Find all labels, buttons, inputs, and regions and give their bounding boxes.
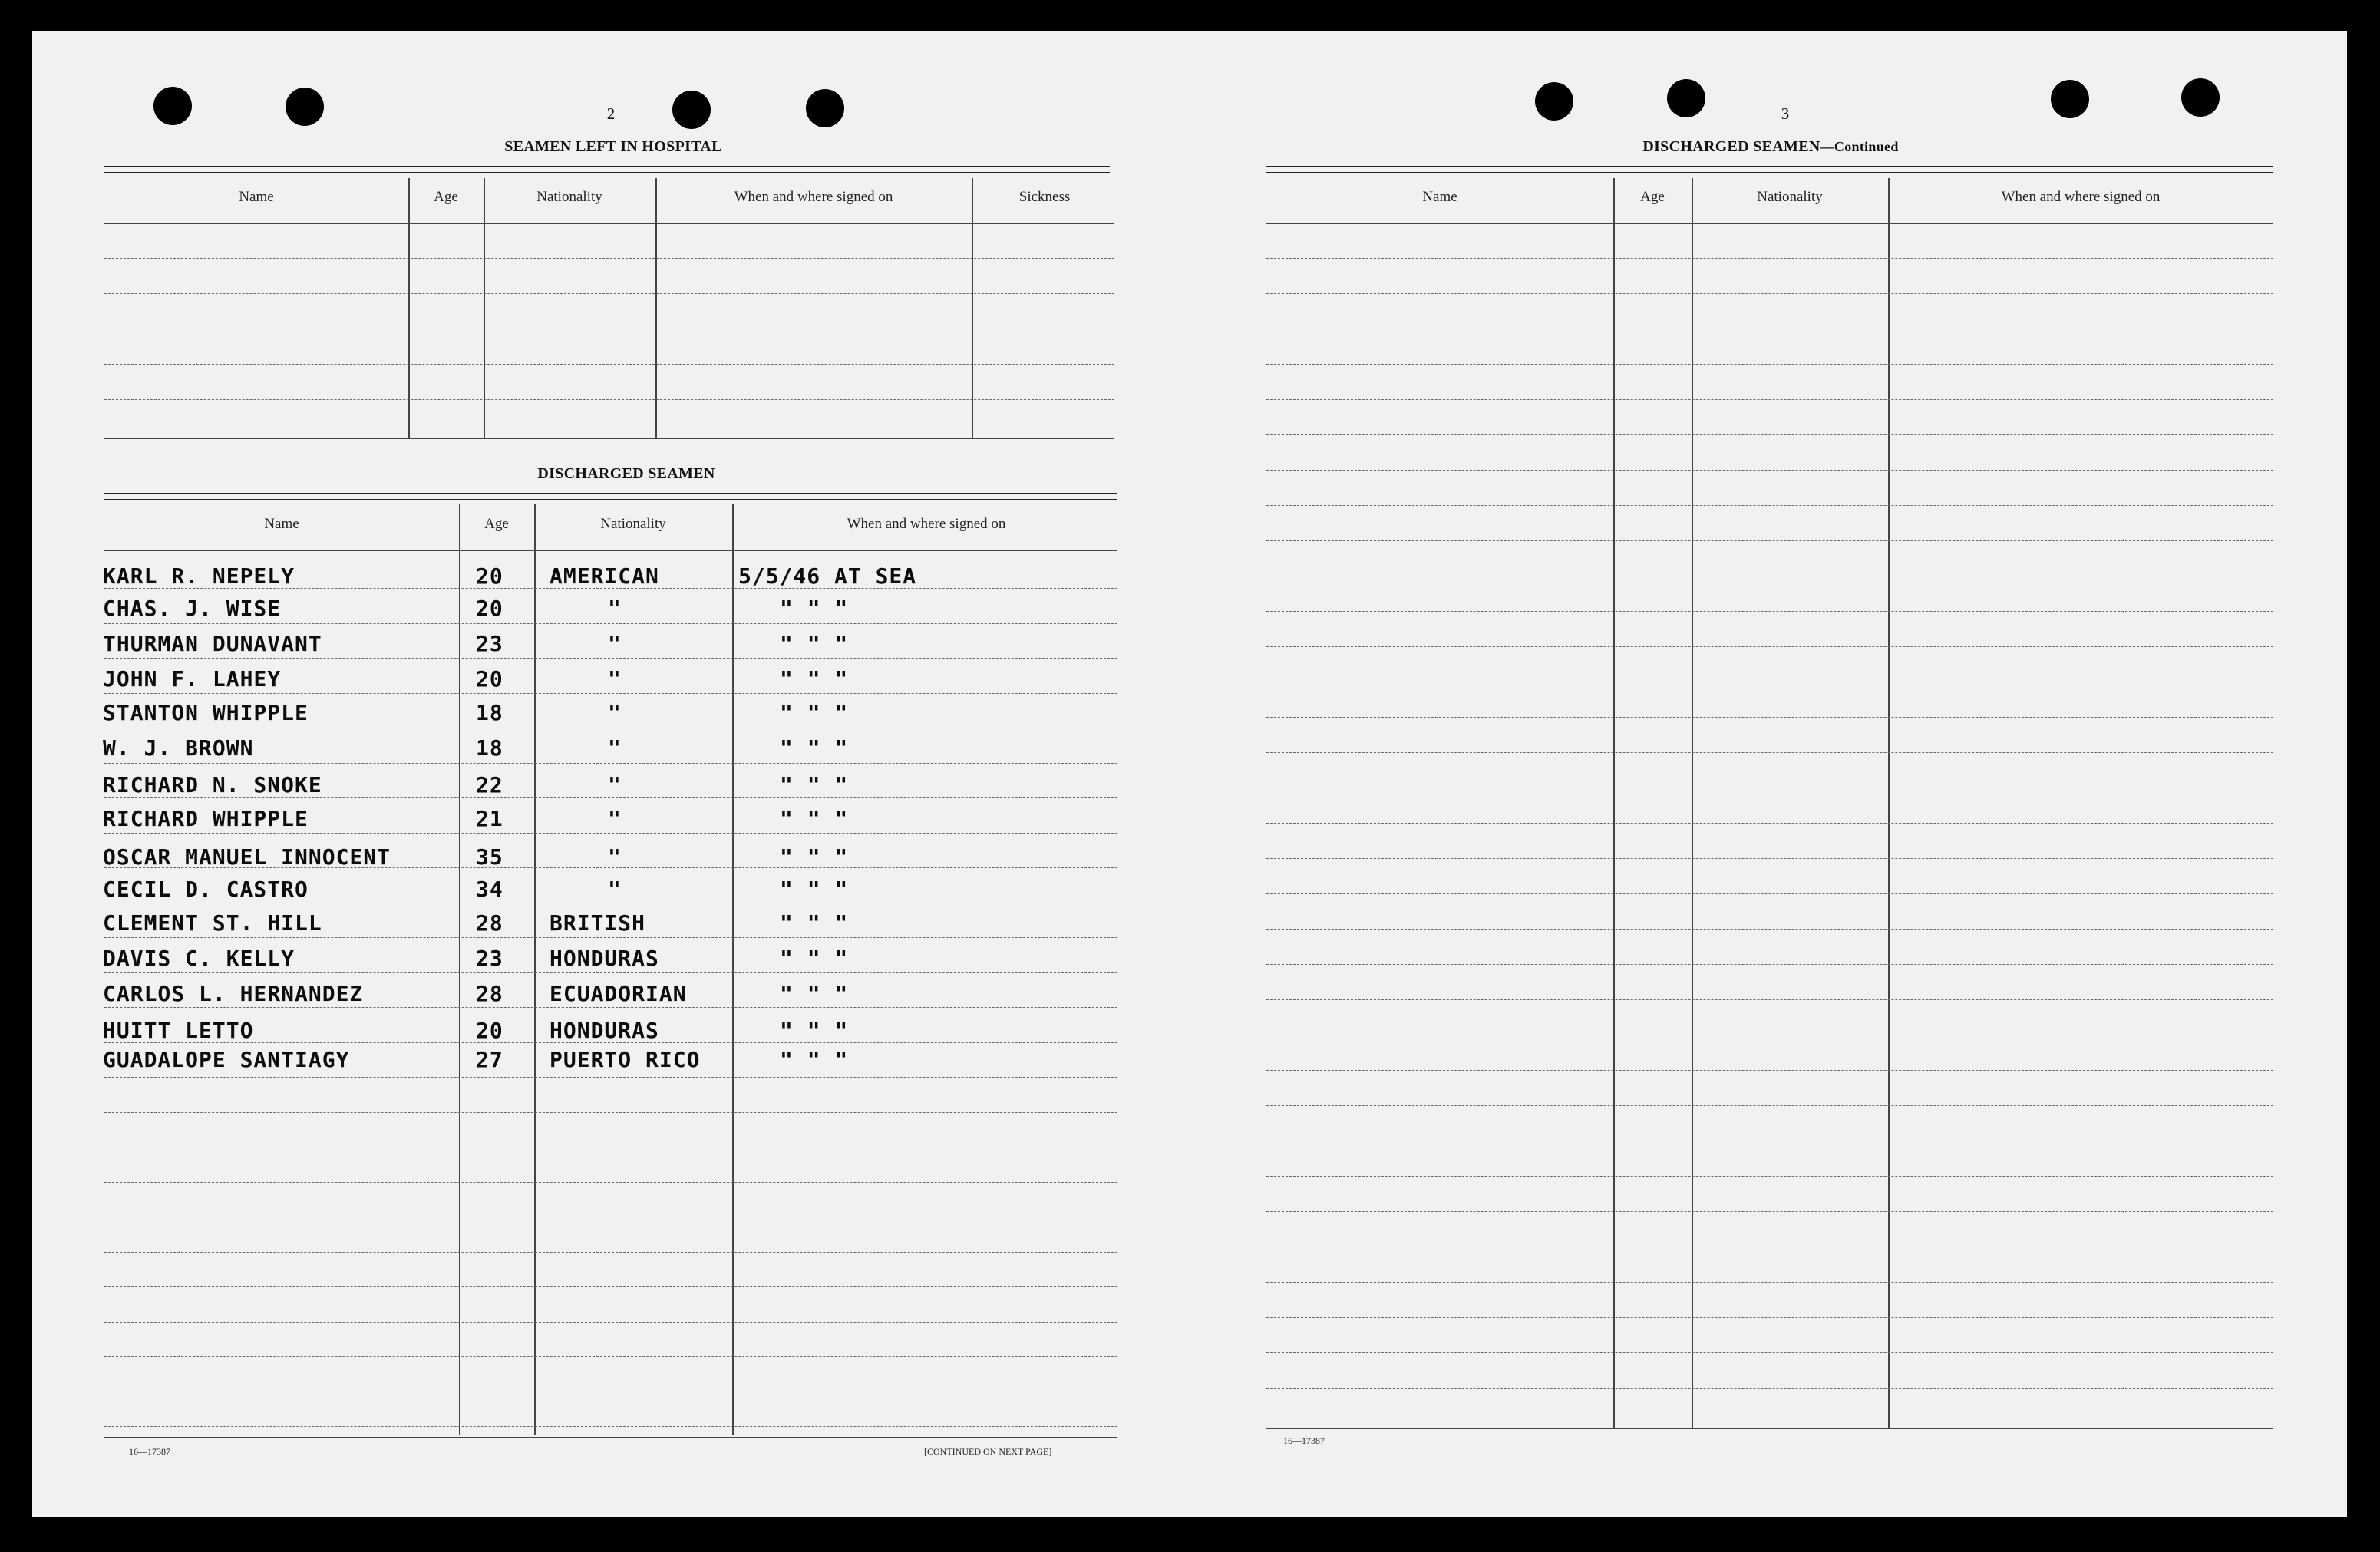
title-text: DISCHARGED SEAMEN: [1642, 138, 1820, 155]
seaman-signed-on: " " ": [780, 596, 849, 621]
seaman-age: 21: [476, 806, 503, 831]
seaman-nationality: ": [608, 666, 622, 692]
column-header-nationality: Nationality: [536, 189, 602, 205]
page-number: 2: [606, 104, 616, 123]
page-number: 3: [1781, 104, 1790, 123]
seaman-signed-on: " " ": [780, 735, 849, 761]
seaman-name: DAVIS C. KELLY: [103, 946, 295, 971]
row-line: [104, 1322, 1117, 1323]
seaman-signed-on: 5/5/46 AT SEA: [738, 563, 917, 589]
seaman-name: CARLOS L. HERNANDEZ: [103, 981, 364, 1006]
seaman-name: RICHARD N. SNOKE: [103, 772, 322, 797]
column-header-nationality: Nationality: [1757, 189, 1823, 205]
seaman-age: 28: [476, 910, 503, 936]
column-header-signed-on: When and where signed on: [2001, 189, 2160, 205]
row-line: [104, 1426, 1117, 1427]
column-header-name: Name: [1422, 189, 1457, 205]
row-line: [1266, 399, 2273, 400]
continued-note: [CONTINUED ON NEXT PAGE]: [924, 1446, 1052, 1457]
seaman-name: CLEMENT ST. HILL: [103, 910, 322, 936]
column-header-signed-on: When and where signed on: [847, 516, 1006, 532]
column-header-sickness: Sickness: [1018, 189, 1071, 205]
row-line: [1266, 611, 2273, 612]
seaman-age: 18: [476, 735, 503, 761]
seaman-age: 34: [476, 877, 503, 902]
seaman-age: 23: [476, 631, 503, 656]
seaman-nationality: ": [608, 806, 622, 831]
row-line: [1266, 1105, 2273, 1106]
seaman-age: 28: [476, 981, 503, 1006]
seaman-nationality: ": [608, 596, 622, 621]
column-header-age: Age: [484, 516, 509, 532]
row-line: [1266, 364, 2273, 365]
seaman-signed-on: " " ": [780, 946, 849, 971]
row-line: [104, 937, 1117, 938]
column-divider: [732, 504, 734, 1435]
seaman-nationality: AMERICAN: [550, 563, 659, 589]
seaman-nationality: BRITISH: [550, 910, 646, 936]
title-rule: [104, 493, 1117, 500]
seaman-name: KARL R. NEPELY: [103, 563, 295, 589]
seaman-nationality: ": [608, 844, 622, 870]
row-line: [1266, 752, 2273, 753]
row-line: [104, 693, 1117, 694]
seaman-age: 20: [476, 666, 503, 692]
seaman-name: CHAS. J. WISE: [103, 596, 282, 621]
column-header-name: Name: [239, 189, 274, 205]
row-line: [104, 623, 1117, 624]
seaman-nationality: HONDURAS: [550, 946, 659, 971]
column-header-age: Age: [1640, 189, 1665, 205]
seaman-nationality: ": [608, 631, 622, 656]
seaman-age: 35: [476, 844, 503, 870]
punch-hole: [1535, 82, 1573, 121]
seaman-age: 18: [476, 700, 503, 725]
seaman-nationality: ": [608, 877, 622, 902]
seaman-signed-on: " " ": [780, 666, 849, 692]
row-line: [104, 833, 1117, 834]
row-line: [104, 1007, 1117, 1008]
document-sheet: [32, 31, 2347, 1517]
table-bottom-rule: [1266, 1428, 2273, 1429]
seaman-name: W. J. BROWN: [103, 735, 254, 761]
seaman-signed-on: " " ": [780, 806, 849, 831]
row-line: [104, 1182, 1117, 1183]
row-line: [104, 658, 1117, 659]
seaman-nationality: ": [608, 772, 622, 797]
title-rule: [1266, 166, 2273, 173]
form-number: 16—17387: [129, 1446, 170, 1457]
table-bottom-rule: [104, 1437, 1117, 1438]
title-suffix: —Continued: [1820, 139, 1899, 154]
row-line: [1266, 717, 2273, 718]
seaman-signed-on: " " ": [780, 772, 849, 797]
discharged-continued-title: [1268, 138, 2273, 156]
row-line: [104, 1356, 1117, 1357]
seaman-signed-on: " " ": [780, 981, 849, 1006]
column-divider: [1613, 178, 1615, 1428]
row-line: [104, 399, 1114, 400]
seaman-signed-on: " " ": [780, 844, 849, 870]
row-line: [1266, 1352, 2273, 1353]
row-line: [1266, 293, 2273, 294]
row-line: [1266, 258, 2273, 259]
row-line: [104, 1286, 1117, 1287]
seaman-signed-on: " " ": [780, 877, 849, 902]
punch-hole: [672, 91, 711, 129]
seaman-age: 20: [476, 563, 503, 589]
column-divider: [534, 504, 536, 1435]
column-header-nationality: Nationality: [600, 516, 666, 532]
row-line: [1266, 1388, 2273, 1389]
row-line: [1266, 999, 2273, 1000]
row-line: [1266, 505, 2273, 506]
row-line: [1266, 1176, 2273, 1177]
seaman-name: STANTON WHIPPLE: [103, 700, 309, 725]
table-bottom-rule: [104, 438, 1114, 439]
row-line: [1266, 540, 2273, 541]
seaman-signed-on: " " ": [780, 1047, 849, 1072]
seaman-age: 22: [476, 772, 503, 797]
seaman-name: GUADALOPE SANTIAGY: [103, 1047, 350, 1072]
row-line: [104, 797, 1117, 798]
seaman-signed-on: " " ": [780, 910, 849, 936]
seaman-nationality: ": [608, 700, 622, 725]
row-line: [1266, 1282, 2273, 1283]
seaman-signed-on: " " ": [780, 1018, 849, 1043]
column-header-age: Age: [434, 189, 458, 205]
column-divider: [1692, 178, 1693, 1428]
column-divider: [655, 178, 657, 439]
row-line: [104, 1112, 1117, 1113]
row-line: [104, 1077, 1117, 1078]
row-line: [104, 258, 1114, 259]
punch-hole: [2051, 80, 2089, 118]
row-line: [1266, 1317, 2273, 1318]
seaman-signed-on: " " ": [780, 631, 849, 656]
row-line: [1266, 823, 2273, 824]
seaman-age: 23: [476, 946, 503, 971]
header-rule: [104, 550, 1117, 551]
seaman-name: HUITT LETTO: [103, 1018, 254, 1043]
punch-hole: [286, 88, 324, 126]
column-divider: [484, 178, 485, 439]
column-divider: [459, 504, 460, 1435]
row-line: [1266, 858, 2273, 859]
form-number: 16—17387: [1283, 1435, 1325, 1446]
row-line: [1266, 1070, 2273, 1071]
row-line: [1266, 929, 2273, 930]
hospital-section-title: SEAMEN LEFT IN HOSPITAL: [504, 138, 722, 155]
punch-hole: [806, 89, 844, 127]
row-line: [1266, 1211, 2273, 1212]
row-line: [1266, 893, 2273, 894]
seaman-nationality: ECUADORIAN: [550, 981, 687, 1006]
seaman-name: CECIL D. CASTRO: [103, 877, 309, 902]
seaman-name: THURMAN DUNAVANT: [103, 631, 322, 656]
seaman-name: OSCAR MANUEL INNOCENT: [103, 844, 391, 870]
punch-hole: [153, 87, 192, 125]
seaman-nationality: PUERTO RICO: [550, 1047, 701, 1072]
seaman-nationality: HONDURAS: [550, 1018, 659, 1043]
seaman-name: JOHN F. LAHEY: [103, 666, 282, 692]
seaman-age: 20: [476, 596, 503, 621]
seaman-signed-on: " " ": [780, 700, 849, 725]
column-header-name: Name: [264, 516, 299, 532]
column-divider: [972, 178, 973, 439]
row-line: [1266, 646, 2273, 647]
row-line: [104, 293, 1114, 294]
row-line: [1266, 470, 2273, 471]
header-rule: [1266, 223, 2273, 224]
title-rule: [104, 166, 1110, 173]
row-line: [1266, 434, 2273, 435]
row-line: [104, 364, 1114, 365]
seaman-name: RICHARD WHIPPLE: [103, 806, 309, 831]
punch-hole: [2181, 78, 2220, 117]
row-line: [104, 1252, 1117, 1253]
header-rule: [104, 223, 1114, 224]
column-divider: [408, 178, 410, 439]
seaman-age: 20: [476, 1018, 503, 1043]
row-line: [1266, 964, 2273, 965]
row-line: [104, 763, 1117, 764]
column-divider: [1888, 178, 1890, 1428]
seaman-nationality: ": [608, 735, 622, 761]
row-line: [104, 972, 1117, 973]
column-header-signed-on: When and where signed on: [734, 189, 893, 205]
discharged-section-title: DISCHARGED SEAMEN: [537, 465, 715, 482]
punch-hole: [1667, 79, 1705, 117]
seaman-age: 27: [476, 1047, 503, 1072]
